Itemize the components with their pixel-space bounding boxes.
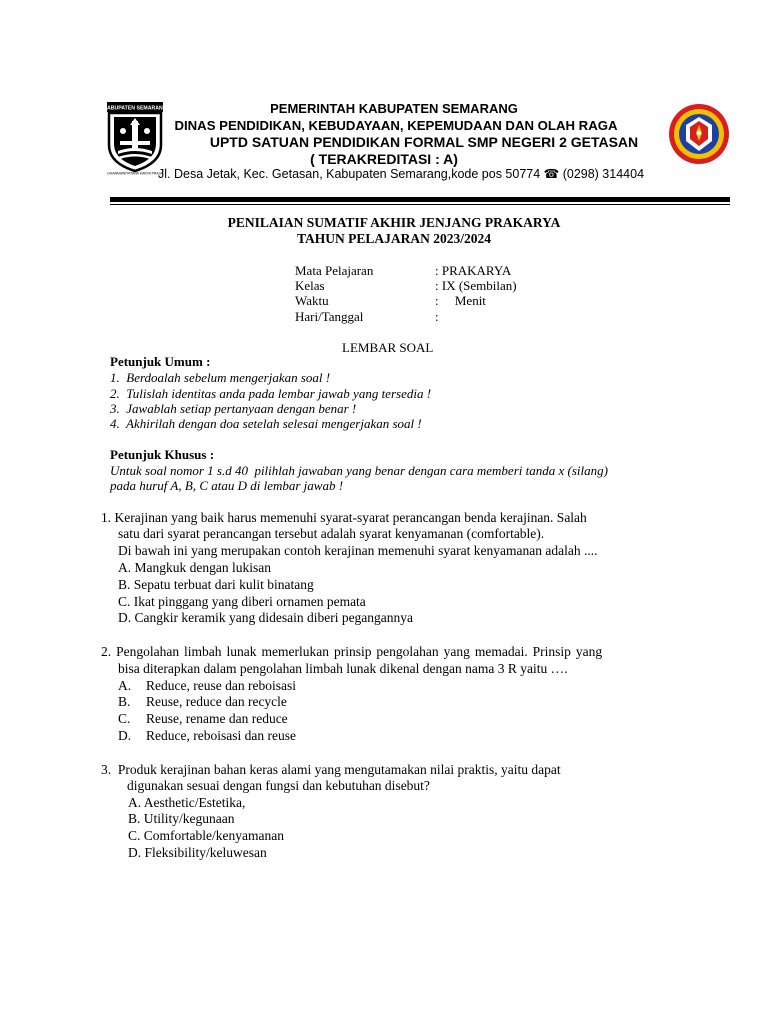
header-divider (110, 197, 730, 202)
answer-option-c (118, 711, 288, 727)
info-label: Waktu (295, 293, 329, 308)
header-divider-thin (110, 204, 730, 205)
question-text: 1. Kerajinan yang baik harus memenuhi syarat-syarat perancangan benda kerajinan. Salah (101, 510, 587, 525)
answer-option-a: A. Mangkuk dengan lukisan (118, 560, 271, 575)
general-instruction-item: 3. Jawablah setiap pertanyaan dengan benar ! (110, 401, 357, 416)
option-letter: B. (118, 694, 131, 709)
question-text: 3. Produk kerajinan bahan keras alami yang mengutamakan nilai praktis, yaitu dapat (101, 762, 561, 777)
info-label: Hari/Tanggal (295, 309, 364, 324)
info-value: : Menit (435, 293, 486, 308)
answer-option-a (118, 678, 296, 694)
answer-option-d (118, 728, 296, 744)
sheet-title: LEMBAR SOAL (342, 340, 434, 355)
info-value: : IX (Sembilan) (435, 278, 517, 293)
option-text: Reuse, rename dan reduce (146, 711, 288, 726)
answer-option-d: D. Cangkir keramik yang didesain diberi pegangannya (118, 610, 414, 625)
option-letter: A. (118, 678, 132, 693)
exam-year: TAHUN PELAJARAN 2023/2024 (296, 231, 491, 246)
general-instruction-item: 4. Akhirilah dengan doa setelah selesai mengerjakan soal ! (110, 416, 422, 431)
answer-option-c: C. Comfortable/kenyamanan (128, 828, 284, 843)
header-accreditation: ( TERAKREDITASI : A) (310, 151, 458, 167)
info-value: : PRAKARYA (435, 263, 512, 278)
info-label: Kelas (295, 278, 325, 293)
option-letter: C. (118, 711, 131, 726)
info-label: Mata Pelajaran (295, 263, 374, 278)
option-text: Reduce, reboisasi dan reuse (146, 728, 296, 743)
option-letter: D. (118, 728, 132, 743)
question-text: digunakan sesuai dengan fungsi dan kebutuhan disebut? (127, 778, 430, 793)
answer-option-b: B. Sepatu terbuat dari kulit binatang (118, 577, 314, 592)
svg-text:KABUPATEN SEMARANG: KABUPATEN SEMARANG (106, 105, 164, 112)
info-value: : (435, 309, 439, 324)
answer-option-b (118, 694, 287, 710)
general-instructions-heading: Petunjuk Umum : (110, 354, 211, 369)
question-text: Di bawah ini yang merupakan contoh kerajinan memenuhi syarat kenyamanan adalah .... (118, 543, 598, 558)
question-text: satu dari syarat perancangan tersebut adalah syarat kenyamanan (comfortable). (118, 526, 545, 541)
general-instruction-item: 1. Berdoalah sebelum mengerjakan soal ! (110, 370, 331, 385)
answer-option-c: C. Ikat pinggang yang diberi ornamen pemata (118, 594, 366, 609)
answer-option-d: D. Fleksibility/keluwesan (128, 845, 267, 860)
special-instruction-line: Untuk soal nomor 1 s.d 40 pilihlah jawaban yang benar dengan cara memberi tanda x (silang) (110, 463, 608, 478)
header-government: PEMERINTAH KABUPATEN SEMARANG (270, 101, 518, 116)
general-instruction-item: 2. Tulislah identitas anda pada lembar jawab yang tersedia ! (110, 386, 432, 401)
answer-option-a: A. Aesthetic/Estetika, (128, 795, 246, 810)
svg-text:DHARMAWIYATANA KARYA PRAJA: DHARMAWIYATANA KARYA PRAJA (107, 171, 163, 175)
option-text: Reuse, reduce dan recycle (146, 694, 287, 709)
question-text: bisa diterapkan dalam pengolahan limbah lunak dikenal dengan nama 3 R yaitu …. (118, 661, 568, 676)
school-address: Jl. Desa Jetak, Kec. Getasan, Kabupaten Semarang,kode pos 50774 ☎ (0298) 314404 (158, 167, 645, 181)
exam-title: PENILAIAN SUMATIF AKHIR JENJANG PRAKARYA (227, 215, 561, 230)
special-instructions-heading: Petunjuk Khusus : (110, 447, 215, 462)
header-school: UPTD SATUAN PENDIDIKAN FORMAL SMP NEGERI 2 GETASAN (209, 134, 639, 150)
special-instruction-line: pada huruf A, B, C atau D di lembar jawab ! (110, 478, 344, 493)
option-text: Reduce, reuse dan reboisasi (146, 678, 296, 693)
question-text: 2. Pengolahan limbah lunak memerlukan prinsip pengolahan yang memadai. Prinsip yang (101, 644, 603, 659)
answer-option-b: B. Utility/kegunaan (128, 811, 235, 826)
header-department: DINAS PENDIDIKAN, KEBUDAYAAN, KEPEMUDAAN DAN OLAH RAGA (174, 118, 618, 133)
